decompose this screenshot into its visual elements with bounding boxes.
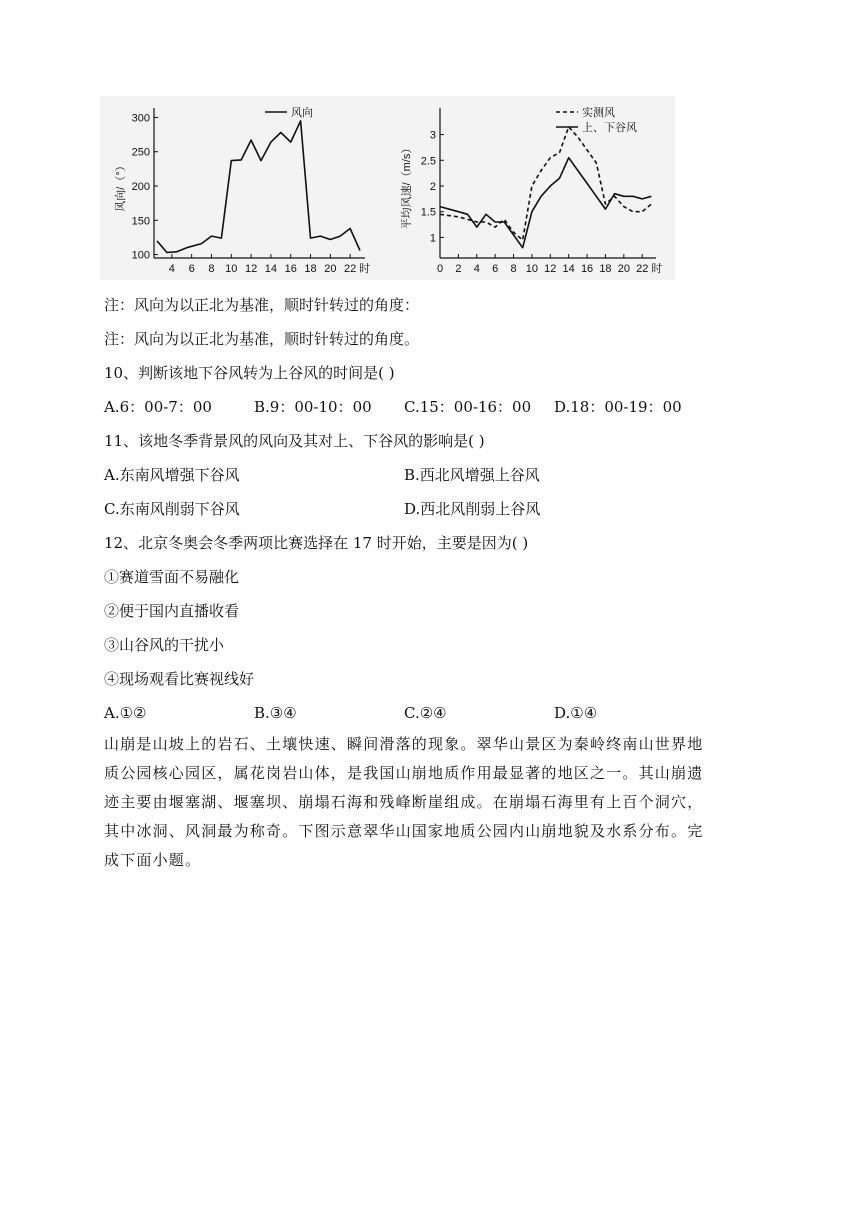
y-tick-label: 3 xyxy=(429,129,436,142)
q10-option-d: D.18：00-19：00 xyxy=(554,398,682,416)
x-unit-label: 时 xyxy=(359,263,371,275)
passage-line-1: 山崩是山坡上的岩石、土壤快速、瞬间滑落的现象。翠华山景区为秦岭终南山世界地 xyxy=(104,735,704,753)
y-tick-label: 200 xyxy=(131,181,150,193)
charts-svg xyxy=(100,96,675,280)
x-tick-label: 20 xyxy=(324,263,337,275)
charts-figure xyxy=(100,96,675,280)
x-tick-label: 18 xyxy=(304,263,317,275)
y-axis-label: 风向/（°） xyxy=(115,160,127,212)
document-body xyxy=(104,288,764,875)
chart-1 xyxy=(113,105,370,275)
q12-item-1: ①赛道雪面不易融化 xyxy=(104,568,240,586)
q10-options xyxy=(104,390,764,424)
q11-options-row2 xyxy=(104,492,764,526)
x-tick-label: 8 xyxy=(208,263,215,275)
x-tick-label: 6 xyxy=(492,263,499,275)
q12-item-4: ④现场观看比赛视线好 xyxy=(104,670,255,688)
y-tick-label: 250 xyxy=(131,146,150,159)
q12-option-d: D.①④ xyxy=(554,704,598,722)
q10-option-c: C.15：00-16：00 xyxy=(404,398,532,416)
passage-line-4: 其中冰洞、风洞最为称奇。下图示意翠华山国家地质公园内山崩地貌及水系分布。完 xyxy=(104,822,704,840)
x-tick-label: 14 xyxy=(562,263,575,275)
passage-line-3: 迹主要由堰塞湖、堰塞坝、崩塌石海和残峰断崖组成。在崩塌石海里有上百个洞穴， xyxy=(104,793,704,811)
y-tick-label: 300 xyxy=(131,112,150,125)
x-tick-label: 2 xyxy=(455,263,462,275)
x-tick-label: 10 xyxy=(225,263,238,275)
q12-item-2: ②便于国内直播收看 xyxy=(104,602,240,620)
y-axis-label: 平均风速/（m/s） xyxy=(401,142,413,230)
q10-option-b: B.9：00-10：00 xyxy=(254,398,372,416)
series-line-1 xyxy=(157,121,360,253)
x-tick-label: 20 xyxy=(617,263,630,275)
x-tick-label: 16 xyxy=(580,263,594,275)
q12-stem: 12、北京冬奥会冬季两项比赛选择在 17 时开始，主要是因为( ) xyxy=(104,534,529,552)
chart-2 xyxy=(399,105,662,275)
x-tick-label: 8 xyxy=(510,263,517,275)
q10-option-a: A.6：00-7：00 xyxy=(104,398,212,416)
x-tick-label: 18 xyxy=(599,263,612,275)
legend-label: 上、下谷风 xyxy=(582,122,637,134)
y-tick-label: 2 xyxy=(429,181,436,193)
y-tick-label: 1 xyxy=(429,232,436,245)
q12-option-b: B.③④ xyxy=(254,704,297,722)
series-line-1 xyxy=(440,127,651,240)
x-tick-label: 4 xyxy=(168,263,175,275)
x-tick-label: 4 xyxy=(473,263,480,275)
q11-option-c: C.东南风削弱下谷风 xyxy=(104,500,240,518)
y-tick-label: 150 xyxy=(131,215,150,228)
q12-options xyxy=(104,696,764,730)
x-tick-label: 14 xyxy=(264,263,278,275)
x-tick-label: 12 xyxy=(544,263,557,275)
note-2: 注：风向为以正北为基准，顺时针转过的角度。 xyxy=(104,330,420,348)
legend-label: 实测风 xyxy=(582,107,615,119)
q11-option-d: D.西北风削弱上谷风 xyxy=(404,500,541,518)
passage-line-2: 质公园核心园区，属花岗岩山体，是我国山崩地质作用最显著的地区之一。其山崩遗 xyxy=(104,764,704,782)
y-tick-label: 2.5 xyxy=(420,155,436,168)
legend-label: 风向 xyxy=(291,107,313,119)
x-tick-label: 12 xyxy=(244,263,258,275)
x-tick-label: 0 xyxy=(436,263,444,275)
q12-option-c: C.②④ xyxy=(404,704,447,722)
passage-line-5: 成下面小题。 xyxy=(104,851,202,869)
x-tick-label: 22 xyxy=(636,263,649,275)
x-tick-label: 22 xyxy=(344,263,357,275)
q10-stem: 10、判断该地下谷风转为上谷风的时间是( ) xyxy=(104,364,395,382)
note-1: 注：风向为以正北为基准，顺时针转过的角度： xyxy=(104,296,420,314)
y-tick-label: 1.5 xyxy=(420,206,436,219)
q12-item-3: ③山谷风的干扰小 xyxy=(104,636,225,654)
y-tick-label: 100 xyxy=(131,249,150,262)
x-tick-label: 16 xyxy=(284,263,297,275)
x-tick-label: 6 xyxy=(188,263,195,275)
q11-option-b: B.西北风增强上谷风 xyxy=(404,466,540,484)
x-unit-label: 时 xyxy=(651,263,663,275)
x-tick-label: 10 xyxy=(525,263,539,275)
q12-option-a: A.①② xyxy=(104,704,147,722)
q11-options-row1 xyxy=(104,458,764,492)
q11-option-a: A.东南风增强下谷风 xyxy=(104,466,240,484)
q11-stem: 11、该地冬季背景风的风向及其对上、下谷风的影响是( ) xyxy=(104,432,485,450)
passage xyxy=(104,730,764,875)
